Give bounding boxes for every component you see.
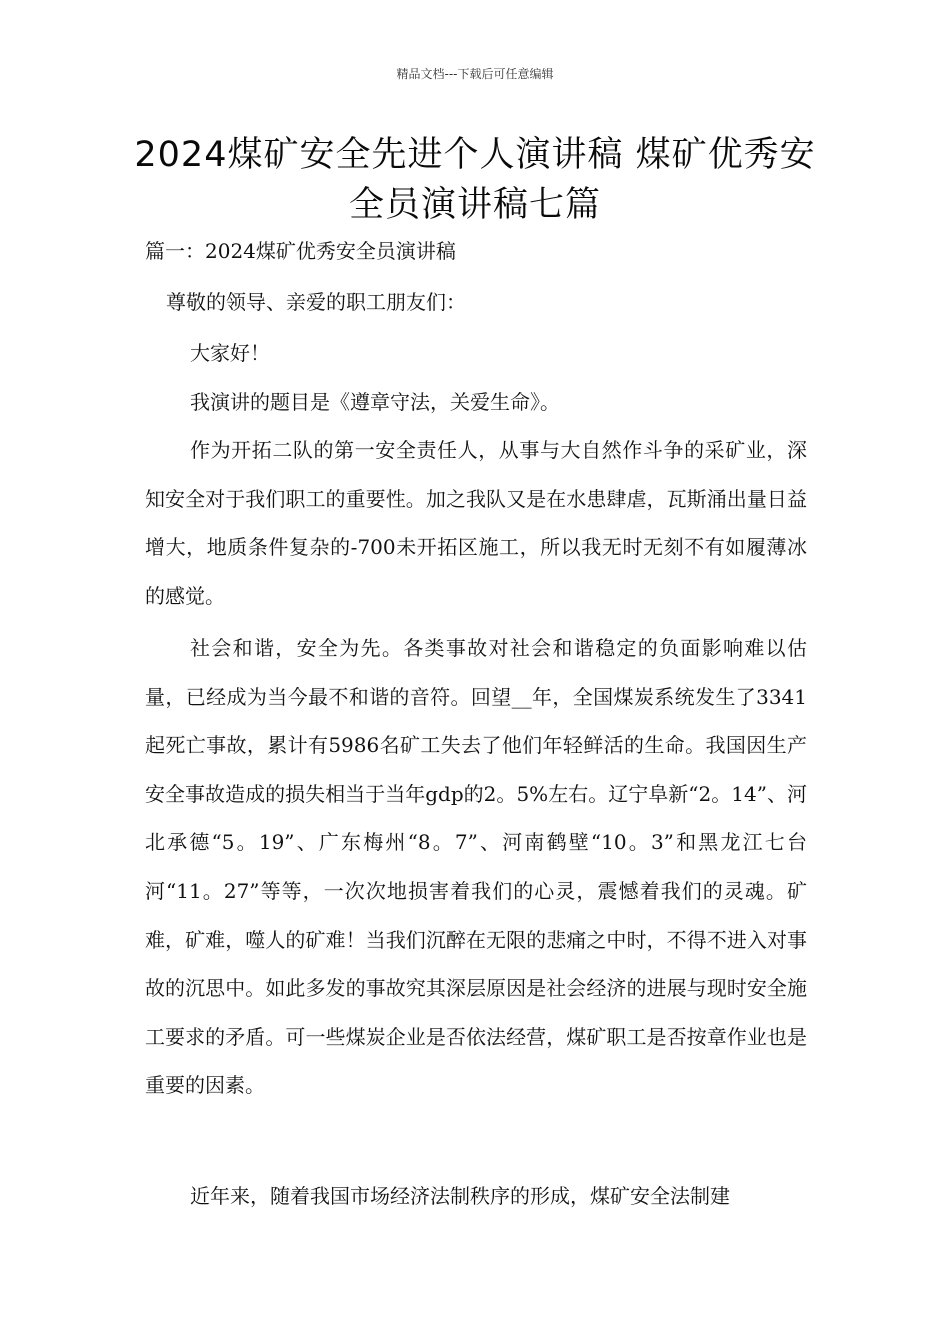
paragraph-social-harmony: 社会和谐，安全为先。各类事故对社会和谐稳定的负面影响难以估量，已经成为当今最不和谐的音符。回望__年，全国煤炭系统发生了3341起死亡事故，累计有5986名矿工失去了他们年轻鲜活的生命。我国因生产安全事故造成的损失相当于当年gdp的2。5%左右。辽宁阜新“2。14”、河北承德“5。19”、广东梅州“8。7”、河南鹤壁“10。3”和黑龙江七台河“11。27”等等，一次次地损害着我们的心灵，震憾着我们的灵魂。矿难，矿难，噬人的矿难！当我们沉醉在无限的悲痛之中时，不得不进入对事故的沉思中。如此多发的事故究其深层原因是社会经济的进展与现时安全施工要求的矛盾。可一些煤炭企业是否依法经营，煤矿职工是否按章作业也是重要的因素。 xyxy=(145,636,807,1098)
document-title: 2024煤矿安全先进个人演讲稿 煤矿优秀安全员演讲稿七篇 xyxy=(134,135,816,225)
paragraph-recent-years: 近年来，随着我国市场经济法制秩序的形成，煤矿安全法制建 xyxy=(190,1184,730,1208)
section-title: 篇一：2024煤矿优秀安全员演讲稿 xyxy=(145,239,456,263)
paragraph-greeting: 大家好！ xyxy=(190,341,270,365)
header-note: 精品文档---下载后可任意编辑 xyxy=(396,67,554,81)
paragraph-responsibility: 作为开拓二队的第一安全责任人，从事与大自然作斗争的采矿业，深知安全对于我们职工的重要性。加之我队又是在水患肆虐，瓦斯涌出量日益增大，地质条件复杂的-700未开拓区施工，所以我无时无刻不有如履薄冰的感觉。 xyxy=(145,438,807,608)
paragraph-topic: 我演讲的题目是《遵章守法，关爱生命》。 xyxy=(190,390,560,414)
salutation: 尊敬的领导、亲爱的职工朋友们： xyxy=(166,290,466,314)
